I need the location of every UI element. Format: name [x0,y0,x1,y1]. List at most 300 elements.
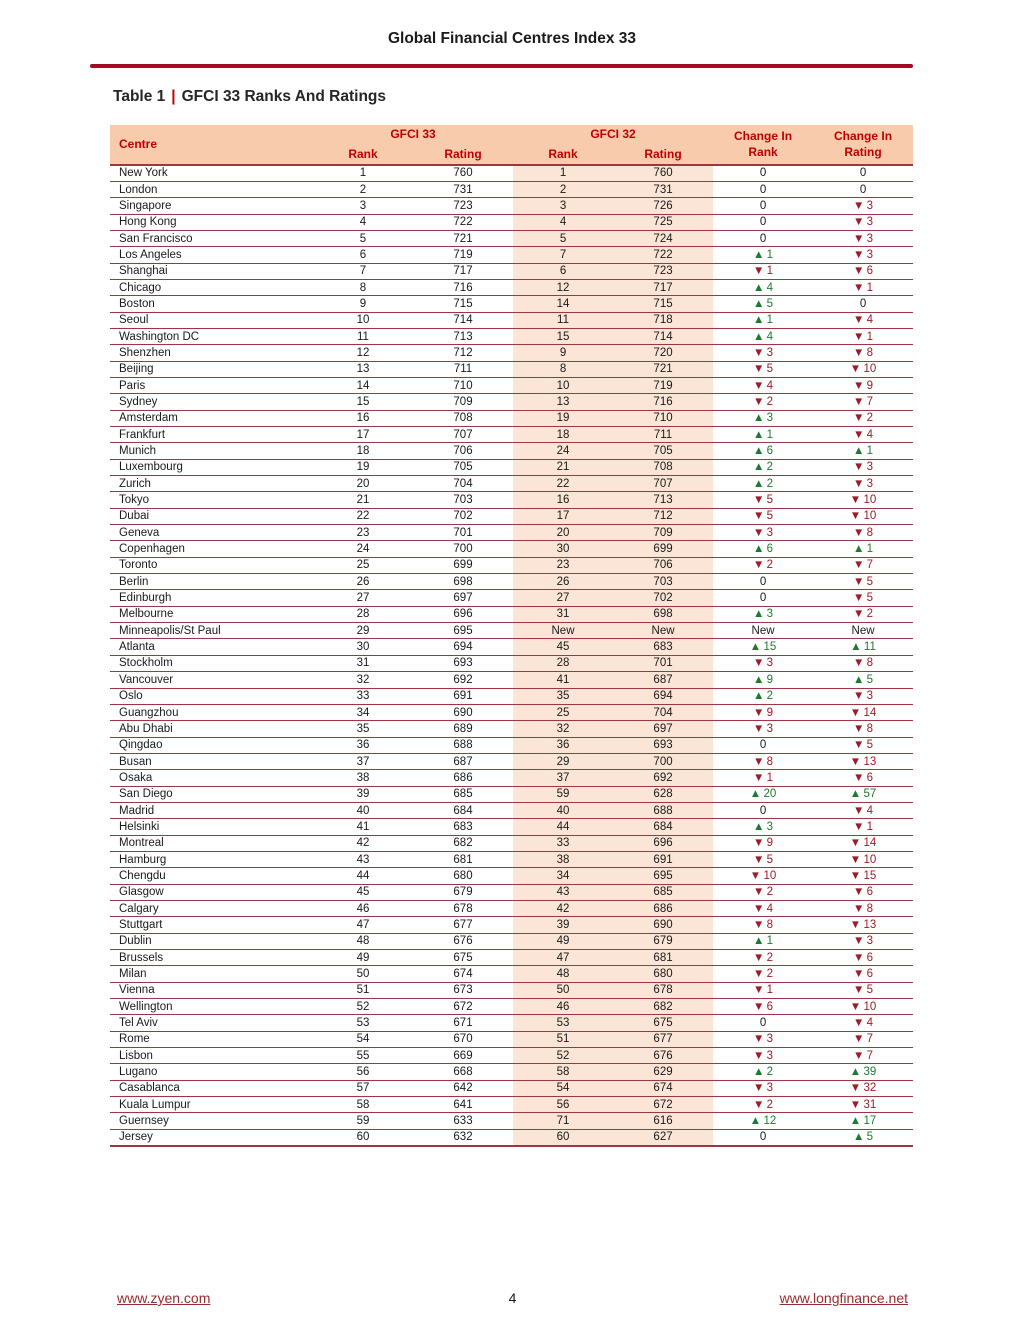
cell-gfci32-rank: 36 [513,737,613,753]
table-title-text: GFCI 33 Ranks And Ratings [181,88,387,105]
cell-gfci33-rating: 719 [413,247,513,263]
cell-centre: Hong Kong [110,214,313,230]
down-triangle-icon: ▼ [852,1049,865,1062]
cell-gfci32-rank: 60 [513,1129,613,1145]
cell-change-rating [813,655,913,671]
cell-change-rank [713,786,813,802]
cell-gfci33-rank: 8 [313,279,413,295]
change-value: 7 [864,1033,874,1046]
cell-gfci33-rating: 697 [413,590,513,606]
table-row [110,508,913,524]
zyen-link[interactable]: www.zyen.com [117,1290,211,1306]
col-header-change-in-rating-line2: Rating [844,144,882,159]
cell-gfci33-rank: 15 [313,394,413,410]
change-value: 9 [764,837,774,850]
cell-gfci33-rating: 641 [413,1097,513,1113]
cell-gfci33-rating: 675 [413,950,513,966]
cell-gfci33-rating: 690 [413,704,513,720]
cell-gfci33-rating: 695 [413,623,513,639]
change-value: 3 [764,722,774,735]
cell-gfci33-rank: 25 [313,557,413,573]
change-value: 3 [764,608,774,621]
down-triangle-icon: ▼ [852,951,865,964]
table-row [110,247,913,263]
cell-gfci33-rank: 41 [313,819,413,835]
change-value: 3 [764,526,774,539]
cell-gfci32-rating: 694 [613,688,713,704]
table-row [110,312,913,328]
cell-change-rank [713,410,813,426]
cell-gfci32-rating: 677 [613,1031,713,1047]
table-title-separator: | [171,88,176,105]
down-triangle-icon: ▼ [752,706,765,719]
cell-change-rating [813,394,913,410]
cell-change-rank [713,328,813,344]
up-triangle-icon: ▲ [749,641,762,654]
table-row [110,1064,913,1080]
cell-gfci33-rank: 56 [313,1064,413,1080]
cell-centre: Brussels [110,950,313,966]
down-triangle-icon: ▼ [752,771,765,784]
cell-change-rating [813,541,913,557]
down-triangle-icon: ▼ [852,968,865,981]
cell-change-rank: 0 [713,574,813,590]
change-value: 7 [864,559,874,572]
cell-gfci33-rank: 58 [313,1097,413,1113]
cell-change-rating [813,786,913,802]
down-triangle-icon: ▼ [849,1000,862,1013]
cell-change-rating: 0 [813,181,913,197]
cell-gfci32-rating: 683 [613,639,713,655]
cell-gfci32-rank: 17 [513,508,613,524]
cell-gfci33-rank: 45 [313,884,413,900]
cell-gfci33-rating: 717 [413,263,513,279]
cell-gfci33-rank: 51 [313,982,413,998]
cell-centre: San Diego [110,786,313,802]
longfinance-link[interactable]: www.longfinance.net [779,1290,908,1306]
change-value: 10 [861,1000,877,1013]
change-value: 1 [764,428,774,441]
table-row [110,672,913,688]
cell-gfci32-rating: 711 [613,427,713,443]
cell-gfci33-rank: 47 [313,917,413,933]
cell-gfci33-rating: 699 [413,557,513,573]
cell-gfci32-rank: 3 [513,198,613,214]
down-triangle-icon: ▼ [752,510,765,523]
cell-gfci33-rank: 26 [313,574,413,590]
down-triangle-icon: ▼ [752,363,765,376]
table-row [110,1097,913,1113]
cell-gfci32-rating: 699 [613,541,713,557]
change-value: 5 [764,853,774,866]
down-triangle-icon: ▼ [752,886,765,899]
down-triangle-icon: ▼ [752,265,765,278]
cell-gfci33-rating: 721 [413,230,513,246]
change-value: 6 [864,886,874,899]
cell-gfci32-rating: 682 [613,999,713,1015]
cell-change-rank [713,476,813,492]
cell-gfci33-rating: 698 [413,574,513,590]
cell-centre: Frankfurt [110,427,313,443]
change-value: 3 [864,248,874,261]
down-triangle-icon: ▼ [852,657,865,670]
cell-gfci32-rank: 4 [513,214,613,230]
cell-gfci32-rating: 679 [613,933,713,949]
cell-change-rank [713,966,813,982]
change-value: 4 [864,428,874,441]
change-value: 2 [764,886,774,899]
down-triangle-icon: ▼ [852,820,865,833]
change-value: 8 [864,722,874,735]
cell-gfci33-rating: 723 [413,198,513,214]
cell-gfci32-rating: 713 [613,492,713,508]
cell-centre: Casablanca [110,1080,313,1096]
cell-gfci32-rank: 40 [513,802,613,818]
cell-gfci33-rank: 40 [313,802,413,818]
cell-centre: Chicago [110,279,313,295]
change-value: 20 [761,788,777,801]
change-value: 39 [861,1066,877,1079]
table-row [110,279,913,295]
cell-gfci32-rating: 703 [613,574,713,590]
down-triangle-icon: ▼ [852,477,865,490]
change-value: 3 [864,199,874,212]
cell-gfci32-rank: 43 [513,884,613,900]
col-header-gfci33-rank: Rank [313,145,413,165]
cell-gfci32-rating: 722 [613,247,713,263]
cell-centre: Tokyo [110,492,313,508]
up-triangle-icon: ▲ [752,248,765,261]
cell-gfci33-rating: 674 [413,966,513,982]
cell-gfci32-rating: 726 [613,198,713,214]
down-triangle-icon: ▼ [852,1017,865,1030]
cell-centre: Jersey [110,1129,313,1145]
table-row [110,557,913,573]
cell-gfci32-rating: 681 [613,950,713,966]
change-value: 1 [764,314,774,327]
cell-change-rank [713,868,813,884]
cell-change-rank [713,394,813,410]
down-triangle-icon: ▼ [849,494,862,507]
down-triangle-icon: ▼ [852,722,865,735]
cell-gfci33-rating: 704 [413,476,513,492]
cell-centre: London [110,181,313,197]
cell-gfci32-rank: 29 [513,753,613,769]
cell-gfci32-rank: 23 [513,557,613,573]
cell-gfci33-rating: 693 [413,655,513,671]
up-triangle-icon: ▲ [849,788,862,801]
down-triangle-icon: ▼ [852,559,865,572]
down-triangle-icon: ▼ [852,216,865,229]
table-row [110,263,913,279]
cell-change-rating [813,1015,913,1031]
change-value: 8 [864,902,874,915]
change-value: 8 [864,526,874,539]
change-value: 32 [861,1082,877,1095]
cell-change-rating: 0 [813,165,913,181]
cell-change-rating [813,459,913,475]
down-triangle-icon: ▼ [752,657,765,670]
cell-change-rating [813,279,913,295]
cell-gfci32-rank: 9 [513,345,613,361]
cell-change-rank [713,377,813,393]
cell-gfci32-rank: 50 [513,982,613,998]
cell-gfci32-rank: 37 [513,770,613,786]
cell-gfci32-rank: 13 [513,394,613,410]
cell-change-rating [813,198,913,214]
cell-change-rank [713,950,813,966]
cell-change-rank [713,279,813,295]
down-triangle-icon: ▼ [752,1033,765,1046]
up-triangle-icon: ▲ [752,608,765,621]
cell-gfci33-rank: 59 [313,1113,413,1129]
cell-change-rating [813,214,913,230]
table-row [110,835,913,851]
cell-change-rank [713,819,813,835]
cell-change-rating [813,982,913,998]
cell-centre: Busan [110,753,313,769]
cell-gfci32-rating: 672 [613,1097,713,1113]
cell-gfci33-rank: 54 [313,1031,413,1047]
cell-gfci32-rank: 54 [513,1080,613,1096]
change-value: 14 [861,837,877,850]
down-triangle-icon: ▼ [852,428,865,441]
table-row [110,721,913,737]
cell-change-rank [713,688,813,704]
cell-centre: Dubai [110,508,313,524]
change-value: 6 [864,265,874,278]
table-row [110,296,913,312]
cell-gfci32-rating: 678 [613,982,713,998]
cell-gfci32-rating: 709 [613,525,713,541]
cell-gfci33-rating: 680 [413,868,513,884]
cell-gfci32-rating: 706 [613,557,713,573]
change-value: 5 [864,1131,874,1144]
cell-gfci32-rating: 712 [613,508,713,524]
col-header-change-in-rank [713,125,813,165]
change-value: 7 [864,395,874,408]
down-triangle-icon: ▼ [752,1082,765,1095]
cell-change-rating [813,819,913,835]
change-value: 2 [764,477,774,490]
cell-change-rating [813,443,913,459]
page-number: 4 [508,1290,517,1306]
cell-gfci33-rank: 17 [313,427,413,443]
cell-gfci32-rating: 692 [613,770,713,786]
table-row [110,590,913,606]
down-triangle-icon: ▼ [852,902,865,915]
cell-gfci32-rank: 21 [513,459,613,475]
cell-change-rank: 0 [713,590,813,606]
down-triangle-icon: ▼ [852,379,865,392]
cell-gfci33-rank: 34 [313,704,413,720]
cell-centre: Berlin [110,574,313,590]
cell-gfci32-rating: 684 [613,819,713,835]
table-row [110,999,913,1015]
cell-change-rating [813,247,913,263]
cell-gfci32-rating: 674 [613,1080,713,1096]
cell-centre: Zurich [110,476,313,492]
cell-gfci32-rank: 56 [513,1097,613,1113]
change-value: 14 [861,706,877,719]
down-triangle-icon: ▼ [752,1098,765,1111]
cell-gfci33-rank: 14 [313,377,413,393]
cell-change-rank [713,655,813,671]
cell-gfci33-rating: 671 [413,1015,513,1031]
cell-change-rank [713,753,813,769]
cell-centre: Luxembourg [110,459,313,475]
cell-change-rating: New [813,623,913,639]
up-triangle-icon: ▲ [752,297,765,310]
cell-change-rating [813,999,913,1015]
change-value: 2 [764,951,774,964]
change-value: 3 [764,1033,774,1046]
change-value: 2 [864,412,874,425]
up-triangle-icon: ▲ [852,1131,865,1144]
cell-change-rating [813,508,913,524]
cell-change-rank [713,917,813,933]
cell-gfci32-rank: 49 [513,933,613,949]
change-value: 6 [864,771,874,784]
up-triangle-icon: ▲ [752,690,765,703]
change-value: 3 [864,690,874,703]
cell-change-rating [813,770,913,786]
down-triangle-icon: ▼ [852,935,865,948]
table-row [110,950,913,966]
change-value: 2 [764,1098,774,1111]
cell-gfci33-rank: 55 [313,1048,413,1064]
change-value: 6 [764,445,774,458]
cell-gfci32-rank: 35 [513,688,613,704]
cell-gfci33-rating: 760 [413,165,513,181]
change-value: 2 [764,559,774,572]
cell-gfci32-rank: 46 [513,999,613,1015]
col-header-change-in-rank-line1: Change In [734,128,793,143]
change-value: 5 [764,297,774,310]
cell-gfci32-rank: 22 [513,476,613,492]
cell-gfci32-rank: 33 [513,835,613,851]
cell-gfci32-rank: 11 [513,312,613,328]
table-title [113,88,386,106]
cell-centre: Sydney [110,394,313,410]
down-triangle-icon: ▼ [852,690,865,703]
cell-gfci33-rank: 31 [313,655,413,671]
table-row [110,198,913,214]
up-triangle-icon: ▲ [849,1115,862,1128]
table-row [110,492,913,508]
cell-gfci32-rating: 725 [613,214,713,230]
change-value: 6 [764,543,774,556]
cell-gfci33-rating: 642 [413,1080,513,1096]
cell-change-rank [713,999,813,1015]
cell-gfci32-rating: 701 [613,655,713,671]
cell-centre: Lugano [110,1064,313,1080]
cell-gfci32-rating: 723 [613,263,713,279]
down-triangle-icon: ▼ [752,984,765,997]
change-value: 8 [864,346,874,359]
cell-change-rank [713,933,813,949]
cell-gfci33-rating: 684 [413,802,513,818]
cell-change-rank [713,312,813,328]
down-triangle-icon: ▼ [752,526,765,539]
down-triangle-icon: ▼ [852,739,865,752]
cell-gfci33-rating: 673 [413,982,513,998]
cell-centre: Stuttgart [110,917,313,933]
cell-change-rank [713,247,813,263]
cell-change-rating [813,672,913,688]
cell-change-rating [813,753,913,769]
cell-change-rating [813,688,913,704]
table-row [110,1129,913,1145]
cell-change-rank [713,1064,813,1080]
cell-centre: Copenhagen [110,541,313,557]
cell-gfci32-rank: 8 [513,361,613,377]
cell-gfci32-rating: 688 [613,802,713,818]
cell-change-rank [713,982,813,998]
cell-gfci33-rank: 43 [313,851,413,867]
change-value: 5 [764,494,774,507]
cell-gfci32-rating: 690 [613,917,713,933]
down-triangle-icon: ▼ [752,918,765,931]
cell-gfci33-rating: 681 [413,851,513,867]
down-triangle-icon: ▼ [752,837,765,850]
down-triangle-icon: ▼ [852,314,865,327]
cell-gfci33-rank: 27 [313,590,413,606]
cell-gfci32-rank: 15 [513,328,613,344]
cell-centre: Minneapolis/St Paul [110,623,313,639]
up-triangle-icon: ▲ [752,314,765,327]
down-triangle-icon: ▼ [852,330,865,343]
down-triangle-icon: ▼ [852,265,865,278]
down-triangle-icon: ▼ [852,281,865,294]
cell-gfci33-rating: 669 [413,1048,513,1064]
table-row [110,606,913,622]
cell-gfci33-rating: 670 [413,1031,513,1047]
cell-gfci33-rank: 33 [313,688,413,704]
change-value: 1 [764,248,774,261]
table-header [110,125,913,165]
cell-gfci33-rank: 16 [313,410,413,426]
cell-gfci33-rank: 30 [313,639,413,655]
cell-gfci32-rank: New [513,623,613,639]
cell-gfci32-rank: 7 [513,247,613,263]
cell-change-rating [813,1080,913,1096]
change-value: 3 [764,1082,774,1095]
col-header-gfci33: GFCI 33 [313,125,513,145]
cell-centre: Beijing [110,361,313,377]
cell-centre: Boston [110,296,313,312]
cell-change-rating [813,884,913,900]
cell-change-rating [813,427,913,443]
cell-gfci33-rating: 716 [413,279,513,295]
up-triangle-icon: ▲ [850,641,862,654]
change-value: 3 [764,820,774,833]
cell-centre: Wellington [110,999,313,1015]
down-triangle-icon: ▼ [852,1033,865,1046]
col-header-gfci32-rank: Rank [513,145,613,165]
cell-gfci32-rating: 731 [613,181,713,197]
cell-change-rating [813,606,913,622]
cell-change-rank [713,721,813,737]
cell-gfci32-rating: 724 [613,230,713,246]
change-value: 3 [864,477,874,490]
up-triangle-icon: ▲ [752,330,765,343]
cell-gfci33-rating: 689 [413,721,513,737]
cell-gfci32-rank: 12 [513,279,613,295]
cell-change-rating [813,557,913,573]
table-row [110,476,913,492]
table-row [110,704,913,720]
